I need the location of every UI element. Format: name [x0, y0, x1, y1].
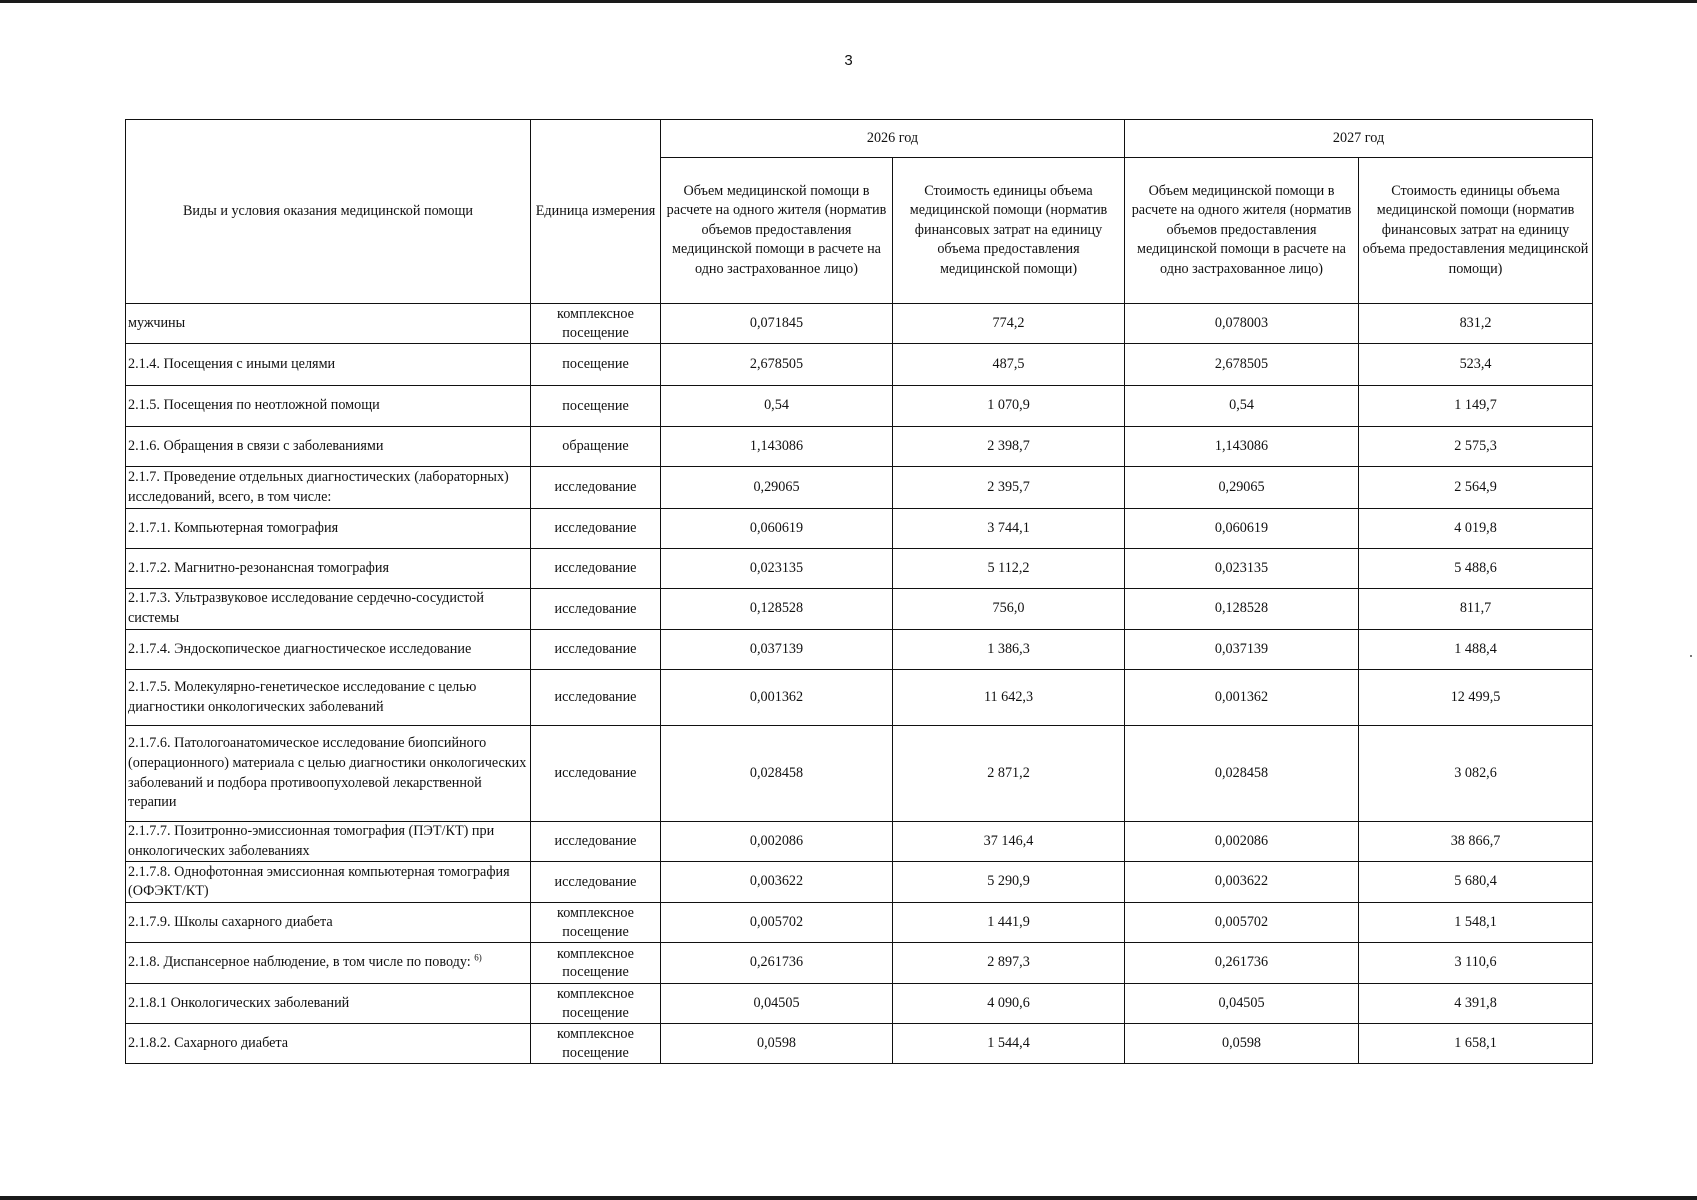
- row-volume-2027-text: 0,261736: [1214, 954, 1269, 971]
- row-cost-2026-text: 1 386,3: [987, 640, 1030, 657]
- row-unit: [531, 427, 661, 467]
- row-cost-2027-text: 4 019,8: [1454, 519, 1497, 536]
- row-volume-2027-text: 0,060619: [1214, 519, 1269, 536]
- row-name-text: 2.1.7.7. Позитронно-эмиссионная томография (ПЭТ/КТ) при онкологических заболеваниях: [128, 823, 495, 859]
- table-body: [126, 304, 1593, 1064]
- row-unit: [531, 822, 661, 862]
- row-unit-text: посещение: [562, 356, 629, 373]
- header-cost-2026: Стоимость единицы объема медицинской помощи (норматив финансовых затрат на единицу объема предоставления медицинской помощи): [893, 158, 1125, 304]
- table-row: [126, 304, 1593, 344]
- row-cost-2027-text: 1 488,4: [1454, 640, 1497, 657]
- row-volume-2027: [1125, 943, 1359, 984]
- row-volume-2027-text: 2,678505: [1214, 355, 1269, 372]
- row-unit: [531, 630, 661, 670]
- row-cost-2027: [1359, 1024, 1593, 1064]
- row-unit-text: обращение: [562, 438, 629, 455]
- row-unit-text: комплексное посещение: [557, 1026, 634, 1061]
- row-volume-2027: [1125, 862, 1359, 903]
- row-cost-2026-text: 774,2: [992, 314, 1025, 331]
- row-unit-text: комплексное посещение: [557, 986, 634, 1021]
- row-unit: [531, 344, 661, 386]
- row-name: [126, 670, 531, 726]
- row-volume-2027: [1125, 549, 1359, 589]
- row-volume-2027: [1125, 903, 1359, 943]
- row-cost-2026-text: 2 398,7: [987, 437, 1030, 454]
- row-volume-2026: [661, 1024, 893, 1064]
- row-cost-2027-text: 2 564,9: [1454, 478, 1497, 495]
- row-volume-2027: [1125, 304, 1359, 344]
- table-row: [126, 386, 1593, 427]
- row-name: [126, 509, 531, 549]
- row-name-text: 2.1.7.9. Школы сахарного диабета: [128, 913, 333, 930]
- row-volume-2027-text: 0,001362: [1214, 688, 1269, 705]
- row-unit: [531, 589, 661, 630]
- row-cost-2027-text: 5 680,4: [1454, 873, 1497, 890]
- table-row: [126, 344, 1593, 386]
- row-name-text: 2.1.7.8. Однофотонная эмиссионная компьютерная томография (ОФЭКТ/КТ): [128, 863, 510, 900]
- row-volume-2027-text: 0,04505: [1218, 994, 1265, 1011]
- row-name: [126, 984, 531, 1024]
- row-name: [126, 903, 531, 943]
- row-name-text: 2.1.7.5. Молекулярно-генетическое исследование с целью диагностики онкологических заболеваний: [128, 678, 477, 715]
- row-name: [126, 726, 531, 822]
- row-volume-2027: [1125, 1024, 1359, 1064]
- row-cost-2027: [1359, 943, 1593, 984]
- header-cost-2027: Стоимость единицы объема медицинской помощи (норматив финансовых затрат на единицу объема предоставления медицинской помощи): [1359, 158, 1593, 304]
- row-volume-2026: [661, 549, 893, 589]
- header-year-2026: 2026 год: [661, 120, 1125, 158]
- row-cost-2026-text: 37 146,4: [983, 832, 1034, 849]
- table-row: [126, 822, 1593, 862]
- row-volume-2026-text: 0,54: [764, 397, 789, 414]
- row-unit-text: посещение: [562, 397, 629, 414]
- row-unit-text: исследование: [554, 520, 637, 537]
- header-year-2027: 2027 год: [1125, 120, 1593, 158]
- row-cost-2027: [1359, 386, 1593, 427]
- row-cost-2026: [893, 386, 1125, 427]
- row-volume-2027: [1125, 589, 1359, 630]
- row-name-text: 2.1.4. Посещения с иными целями: [128, 355, 336, 372]
- row-volume-2026-text: 0,261736: [749, 954, 804, 971]
- row-unit: [531, 509, 661, 549]
- table-row: [126, 630, 1593, 670]
- row-unit-text: исследование: [554, 873, 637, 890]
- row-name-text: 2.1.5. Посещения по неотложной помощи: [128, 397, 380, 414]
- row-volume-2026-text: 1,143086: [749, 437, 804, 454]
- footnote-marker: 6): [474, 952, 482, 963]
- row-cost-2026-text: 2 395,7: [987, 478, 1030, 495]
- row-cost-2027: [1359, 670, 1593, 726]
- row-volume-2027: [1125, 344, 1359, 386]
- row-cost-2027-text: 831,2: [1459, 314, 1492, 331]
- row-volume-2026: [661, 862, 893, 903]
- row-name: [126, 304, 531, 344]
- row-volume-2027: [1125, 386, 1359, 427]
- row-volume-2027-text: 0,0598: [1222, 1034, 1262, 1051]
- row-volume-2026-text: 0,001362: [749, 688, 804, 705]
- row-cost-2027: [1359, 549, 1593, 589]
- row-cost-2027-text: 12 499,5: [1450, 688, 1501, 705]
- row-cost-2026-text: 3 744,1: [987, 519, 1030, 536]
- row-cost-2026: [893, 822, 1125, 862]
- table-row: [126, 984, 1593, 1024]
- row-cost-2026: [893, 984, 1125, 1024]
- scan-bottom-edge: [0, 1196, 1697, 1200]
- row-cost-2026: [893, 726, 1125, 822]
- row-volume-2027-text: 0,54: [1229, 397, 1254, 414]
- row-volume-2026: [661, 630, 893, 670]
- row-volume-2026: [661, 344, 893, 386]
- row-name: [126, 589, 531, 630]
- row-volume-2027-text: 0,005702: [1214, 913, 1269, 930]
- row-unit-text: комплексное посещение: [557, 306, 634, 341]
- row-volume-2026: [661, 943, 893, 984]
- row-unit: [531, 903, 661, 943]
- row-cost-2027-text: 1 149,7: [1454, 397, 1497, 414]
- row-cost-2027: [1359, 304, 1593, 344]
- row-volume-2027-text: 0,023135: [1214, 559, 1269, 576]
- row-volume-2026: [661, 984, 893, 1024]
- table-row: [126, 903, 1593, 943]
- table-row: [126, 1024, 1593, 1064]
- row-unit-text: исследование: [554, 600, 637, 617]
- row-volume-2027-text: 0,002086: [1214, 832, 1269, 849]
- row-cost-2026: [893, 304, 1125, 344]
- row-cost-2027-text: 38 866,7: [1450, 832, 1501, 849]
- row-volume-2026: [661, 903, 893, 943]
- row-cost-2026: [893, 589, 1125, 630]
- row-volume-2026-text: 0,005702: [749, 913, 804, 930]
- row-volume-2027: [1125, 509, 1359, 549]
- table-row: [126, 467, 1593, 509]
- row-volume-2027-text: 1,143086: [1214, 437, 1269, 454]
- row-volume-2026: [661, 304, 893, 344]
- row-volume-2027: [1125, 726, 1359, 822]
- row-cost-2026: [893, 630, 1125, 670]
- row-unit: [531, 943, 661, 984]
- row-name: [126, 943, 531, 984]
- header-volume-2027: Объем медицинской помощи в расчете на одного жителя (норматив объемов предоставления медицинской помощи в расчете на одно застрахованное лицо): [1125, 158, 1359, 304]
- row-unit-text: комплексное посещение: [557, 945, 634, 981]
- row-cost-2026-text: 1 441,9: [987, 913, 1030, 930]
- row-volume-2026: [661, 509, 893, 549]
- table-row: [126, 509, 1593, 549]
- row-cost-2026-text: 487,5: [992, 355, 1025, 372]
- row-name: [126, 427, 531, 467]
- row-volume-2026-text: 0,002086: [749, 832, 804, 849]
- row-volume-2026-text: 0,29065: [753, 478, 800, 495]
- header-kinds-of-care: Виды и условия оказания медицинской помощи: [126, 120, 531, 304]
- row-name-text: 2.1.6. Обращения в связи с заболеваниями: [128, 437, 384, 454]
- row-volume-2027: [1125, 822, 1359, 862]
- row-unit: [531, 549, 661, 589]
- row-unit-text: исследование: [554, 689, 637, 706]
- row-cost-2026-text: 1 070,9: [987, 397, 1030, 414]
- row-volume-2026-text: 0,003622: [749, 873, 804, 890]
- row-volume-2027: [1125, 427, 1359, 467]
- row-unit: [531, 670, 661, 726]
- row-cost-2026-text: 1 544,4: [987, 1034, 1030, 1051]
- table-row: [126, 589, 1593, 630]
- row-cost-2027-text: 3 082,6: [1454, 764, 1497, 781]
- row-cost-2027: [1359, 589, 1593, 630]
- row-cost-2027: [1359, 344, 1593, 386]
- row-name: [126, 549, 531, 589]
- table-row: [126, 427, 1593, 467]
- row-volume-2027: [1125, 630, 1359, 670]
- row-volume-2026-text: 0,128528: [749, 600, 804, 617]
- row-volume-2026-text: 0,023135: [749, 559, 804, 576]
- row-cost-2027-text: 4 391,8: [1454, 994, 1497, 1011]
- row-volume-2026: [661, 589, 893, 630]
- row-cost-2026: [893, 549, 1125, 589]
- row-cost-2027: [1359, 427, 1593, 467]
- row-volume-2027: [1125, 670, 1359, 726]
- row-cost-2026-text: 4 090,6: [987, 994, 1030, 1011]
- row-cost-2026: [893, 903, 1125, 943]
- row-cost-2026-text: 5 112,2: [987, 559, 1030, 576]
- row-volume-2026: [661, 670, 893, 726]
- row-name: [126, 822, 531, 862]
- row-volume-2027-text: 0,028458: [1214, 764, 1269, 781]
- row-cost-2027: [1359, 822, 1593, 862]
- table-row: [126, 726, 1593, 822]
- row-volume-2027-text: 0,128528: [1214, 600, 1269, 617]
- row-cost-2026: [893, 670, 1125, 726]
- row-cost-2027: [1359, 726, 1593, 822]
- row-unit-text: исследование: [554, 833, 637, 850]
- row-name-text: 2.1.8.1 Онкологических заболеваний: [128, 994, 350, 1011]
- row-cost-2026: [893, 467, 1125, 509]
- row-cost-2026: [893, 1024, 1125, 1064]
- row-unit: [531, 984, 661, 1024]
- row-unit: [531, 386, 661, 427]
- row-unit: [531, 467, 661, 509]
- row-name: [126, 344, 531, 386]
- table-row: [126, 862, 1593, 903]
- row-volume-2026: [661, 822, 893, 862]
- row-name-text: 2.1.8. Диспансерное наблюдение, в том числе по поводу:: [128, 954, 471, 971]
- row-name-text: мужчины: [128, 314, 186, 331]
- header-unit: Единица измерения: [531, 120, 661, 304]
- row-name-text: 2.1.7.2. Магнитно-резонансная томография: [128, 559, 389, 576]
- row-cost-2027: [1359, 903, 1593, 943]
- row-name: [126, 467, 531, 509]
- header-volume-2026: Объем медицинской помощи в расчете на одного жителя (норматив объемов предоставления медицинской помощи в расчете на одно застрахованное лицо): [661, 158, 893, 304]
- row-cost-2026-text: 11 642,3: [983, 688, 1034, 705]
- row-volume-2026-text: 0,04505: [753, 994, 800, 1011]
- row-volume-2026-text: 0,071845: [749, 314, 804, 331]
- row-cost-2026: [893, 862, 1125, 903]
- row-cost-2026-text: 2 871,2: [987, 764, 1030, 781]
- row-name: [126, 630, 531, 670]
- row-name: [126, 1024, 531, 1064]
- row-cost-2026-text: 2 897,3: [987, 954, 1030, 971]
- row-cost-2027: [1359, 467, 1593, 509]
- row-cost-2026-text: 756,0: [992, 600, 1025, 617]
- row-cost-2027-text: 3 110,6: [1454, 954, 1497, 971]
- row-unit: [531, 1024, 661, 1064]
- row-name: [126, 862, 531, 903]
- row-volume-2026: [661, 467, 893, 509]
- row-unit-text: исследование: [554, 765, 637, 782]
- row-volume-2026: [661, 726, 893, 822]
- medical-care-standards-table: [125, 119, 1593, 1064]
- page-number: 3: [844, 52, 853, 69]
- row-volume-2027: [1125, 467, 1359, 509]
- row-volume-2027-text: 0,037139: [1214, 640, 1269, 657]
- row-cost-2027-text: 5 488,6: [1454, 559, 1497, 576]
- row-name-text: 2.1.7.3. Ультразвуковое исследование сердечно-сосудистой системы: [128, 590, 484, 626]
- row-cost-2027: [1359, 984, 1593, 1024]
- row-name-text: 2.1.7.4. Эндоскопическое диагностическое исследование: [128, 640, 472, 657]
- row-unit-text: исследование: [554, 560, 637, 577]
- row-volume-2026-text: 2,678505: [749, 355, 804, 372]
- table-row: [126, 670, 1593, 726]
- table-row: [126, 943, 1593, 984]
- row-unit: [531, 726, 661, 822]
- row-cost-2027-text: 1 658,1: [1454, 1034, 1497, 1051]
- row-cost-2026: [893, 509, 1125, 549]
- row-cost-2027: [1359, 509, 1593, 549]
- row-name: [126, 386, 531, 427]
- row-cost-2027-text: 523,4: [1459, 355, 1492, 372]
- row-cost-2027-text: 811,7: [1459, 600, 1492, 617]
- row-volume-2026: [661, 386, 893, 427]
- row-volume-2027-text: 0,29065: [1218, 478, 1265, 495]
- row-unit-text: исследование: [554, 479, 637, 496]
- row-volume-2026: [661, 427, 893, 467]
- row-volume-2026-text: 0,037139: [749, 640, 804, 657]
- row-name-text: 2.1.7.6. Патологоанатомическое исследование биопсийного (операционного) материала с целью диагностики онкологических заболеваний и подбора противоопухолевой лекарственной терапии: [128, 735, 527, 811]
- row-cost-2027-text: 1 548,1: [1454, 913, 1497, 930]
- row-unit: [531, 304, 661, 344]
- scan-speck: [1690, 655, 1692, 657]
- row-name-text: 2.1.7. Проведение отдельных диагностических (лабораторных) исследований, всего, в том числе:: [128, 468, 509, 505]
- row-volume-2027: [1125, 984, 1359, 1024]
- row-volume-2026-text: 0,028458: [749, 764, 804, 781]
- row-cost-2027: [1359, 862, 1593, 903]
- row-volume-2026-text: 0,0598: [756, 1034, 796, 1051]
- row-unit-text: исследование: [554, 641, 637, 658]
- table-row: [126, 549, 1593, 589]
- row-unit-text: комплексное посещение: [557, 905, 634, 940]
- row-cost-2026: [893, 344, 1125, 386]
- row-volume-2027-text: 0,003622: [1214, 873, 1269, 890]
- row-volume-2027-text: 0,078003: [1214, 314, 1269, 331]
- row-name-text: 2.1.7.1. Компьютерная томография: [128, 519, 339, 536]
- scan-top-edge: [0, 0, 1697, 3]
- row-cost-2026: [893, 427, 1125, 467]
- row-cost-2026-text: 5 290,9: [987, 873, 1030, 890]
- row-cost-2027-text: 2 575,3: [1454, 437, 1497, 454]
- row-name-text: 2.1.8.2. Сахарного диабета: [128, 1034, 289, 1051]
- row-cost-2027: [1359, 630, 1593, 670]
- row-unit: [531, 862, 661, 903]
- row-cost-2026: [893, 943, 1125, 984]
- row-volume-2026-text: 0,060619: [749, 519, 804, 536]
